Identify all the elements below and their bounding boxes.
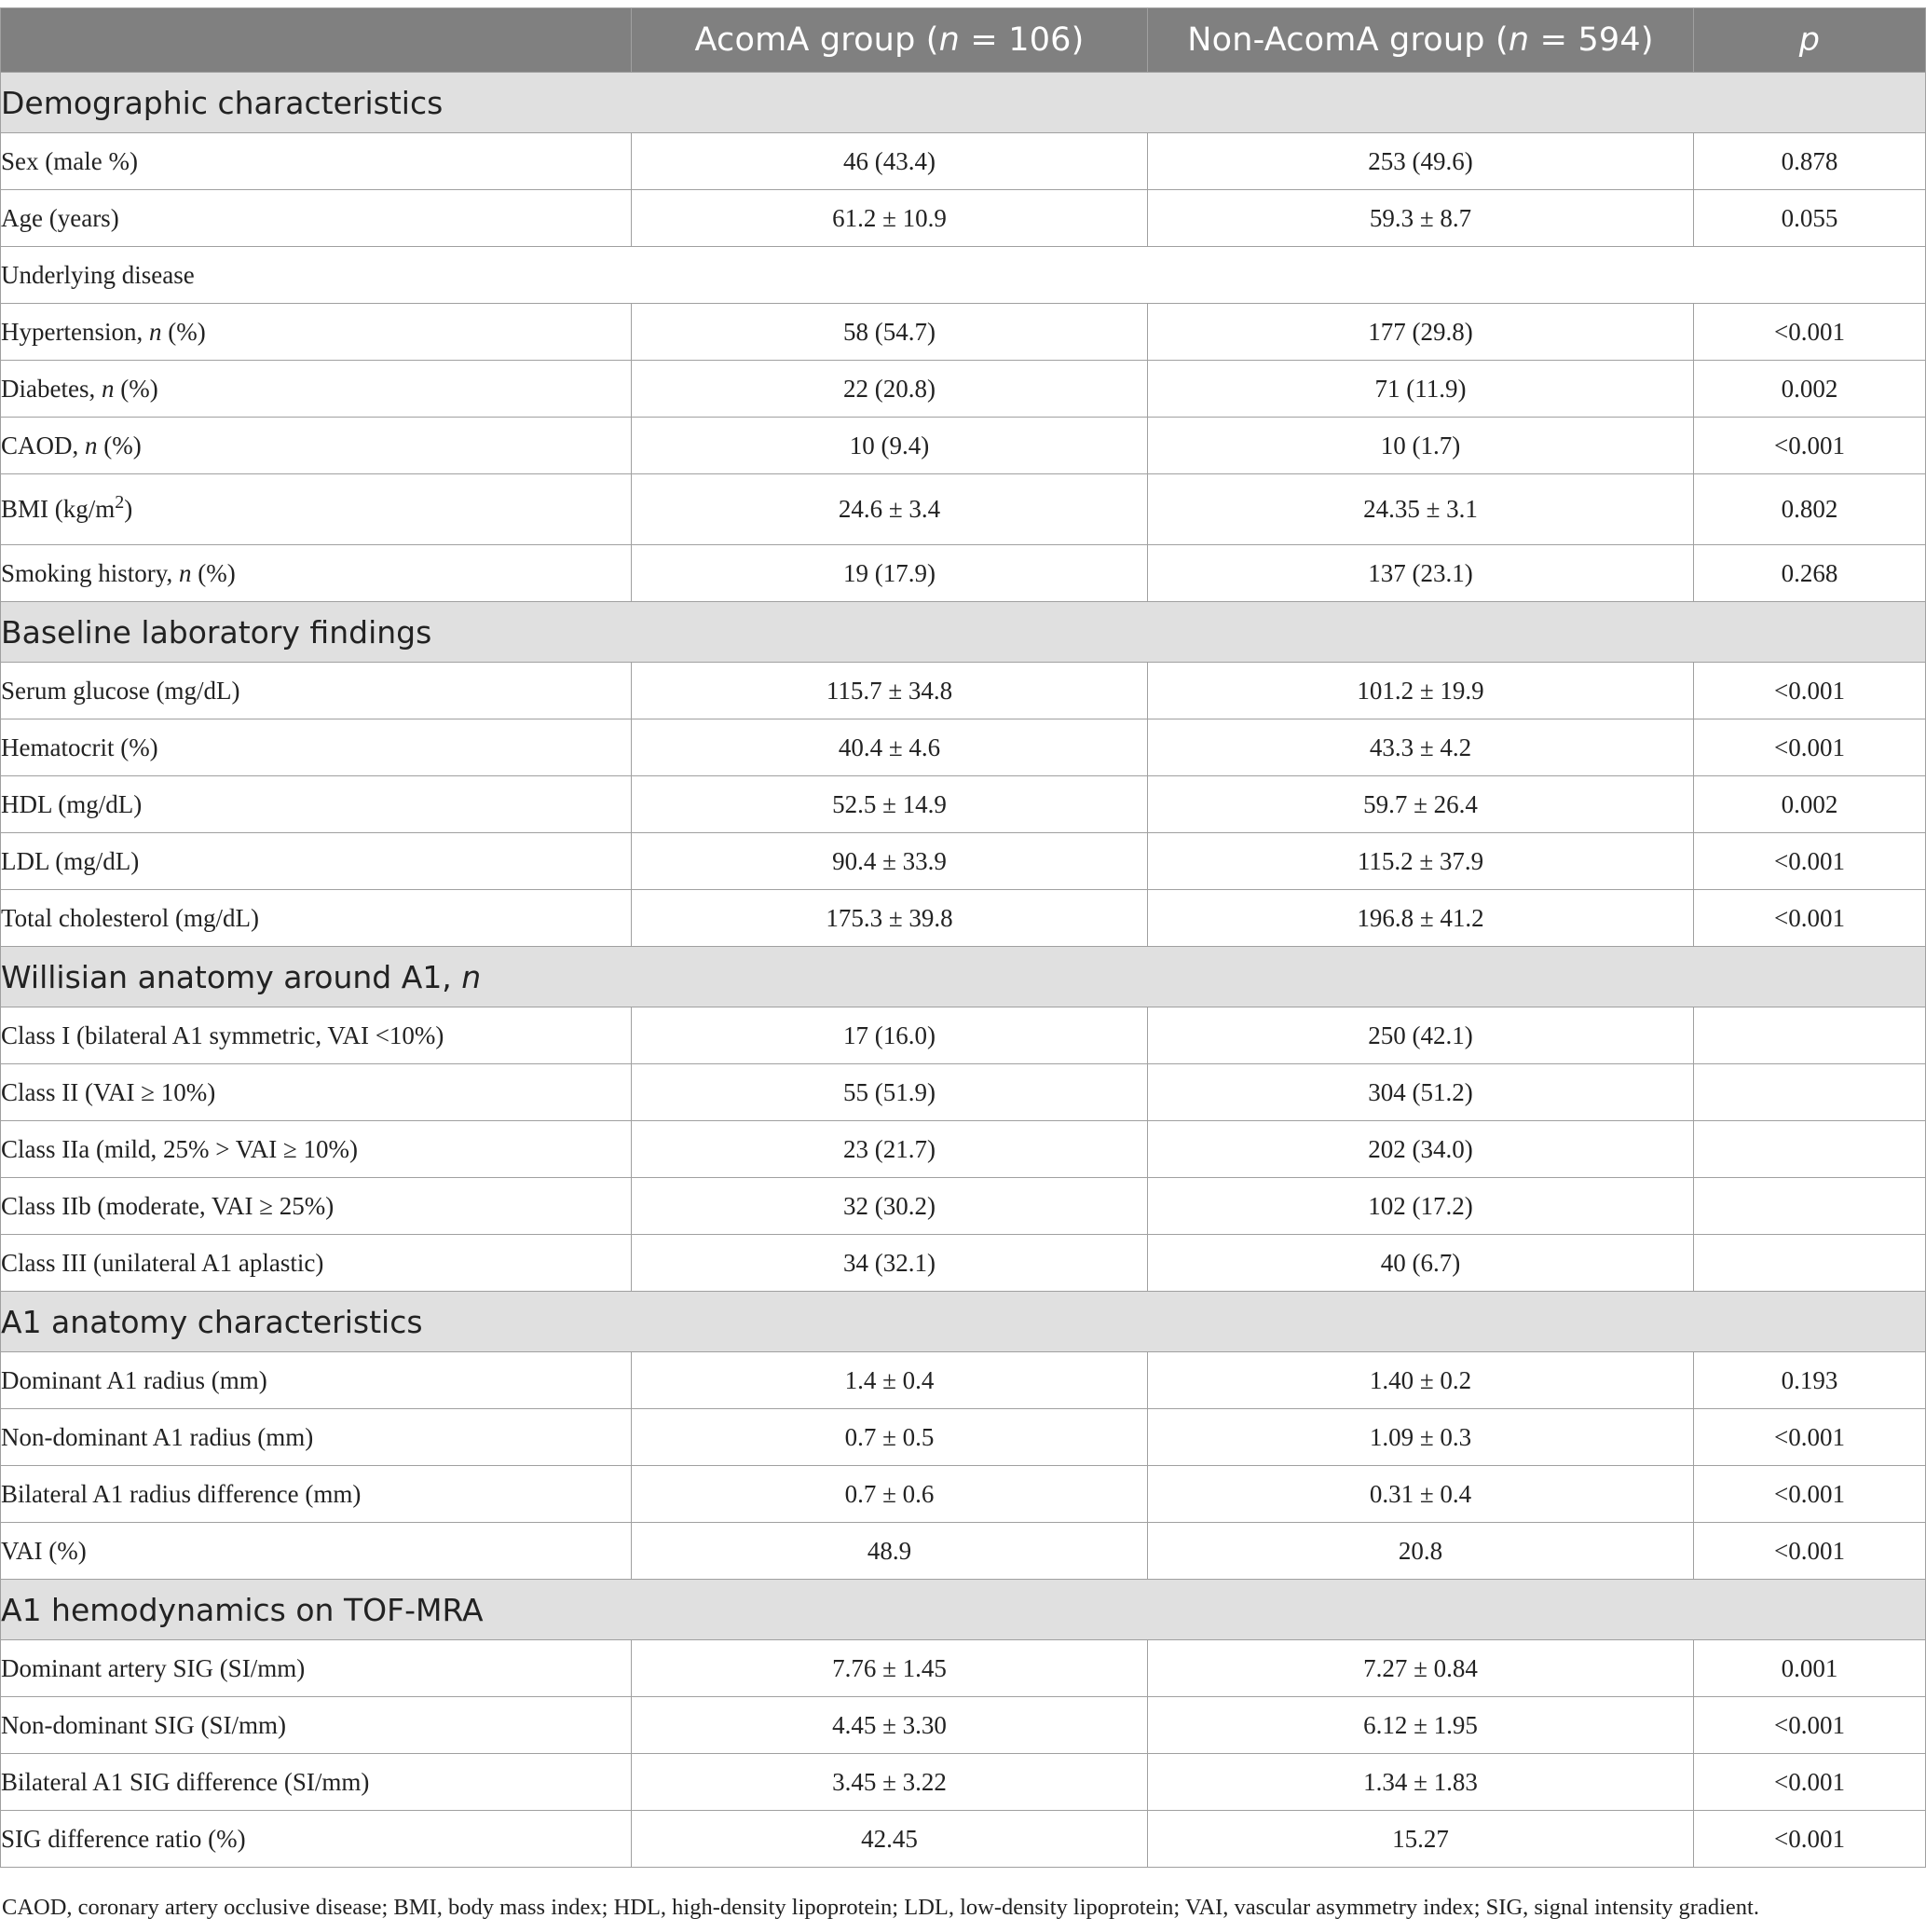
header-acoma: AcomA group (n = 106) xyxy=(632,8,1148,73)
p-value: <0.001 xyxy=(1694,418,1926,474)
section-row xyxy=(1,947,1926,1007)
acoma-value: 115.7 ± 34.8 xyxy=(632,663,1148,719)
p-value: <0.001 xyxy=(1694,1409,1926,1466)
table-row xyxy=(1,890,1926,947)
non-acoma-value: 115.2 ± 37.9 xyxy=(1148,833,1694,890)
non-acoma-value: 7.27 ± 0.84 xyxy=(1148,1640,1694,1697)
header-blank xyxy=(1,8,632,73)
acoma-value: 48.9 xyxy=(632,1523,1148,1580)
non-acoma-value: 253 (49.6) xyxy=(1148,133,1694,190)
table-row xyxy=(1,474,1926,545)
p-value: 0.002 xyxy=(1694,776,1926,833)
section-row xyxy=(1,1292,1926,1352)
p-value: 0.802 xyxy=(1694,474,1926,545)
non-acoma-value: 15.27 xyxy=(1148,1811,1694,1868)
non-acoma-value: 137 (23.1) xyxy=(1148,545,1694,602)
p-value: <0.001 xyxy=(1694,1466,1926,1523)
row-label: Serum glucose (mg/dL) xyxy=(1,663,632,719)
p-value: <0.001 xyxy=(1694,663,1926,719)
acoma-value: 61.2 ± 10.9 xyxy=(632,190,1148,247)
acoma-value: 32 (30.2) xyxy=(632,1178,1148,1235)
p-value: <0.001 xyxy=(1694,304,1926,361)
row-label: Bilateral A1 SIG difference (SI/mm) xyxy=(1,1754,632,1811)
section-title: Demographic characteristics xyxy=(1,73,1926,133)
non-acoma-value: 1.09 ± 0.3 xyxy=(1148,1409,1694,1466)
non-acoma-value: 177 (29.8) xyxy=(1148,304,1694,361)
row-label: Smoking history, n (%) xyxy=(1,545,632,602)
subheading-label: Underlying disease xyxy=(1,247,1926,304)
header-non-acoma: Non-AcomA group (n = 594) xyxy=(1148,8,1694,73)
p-value xyxy=(1694,1121,1926,1178)
table-row xyxy=(1,1121,1926,1178)
row-label: Class IIb (moderate, VAI ≥ 25%) xyxy=(1,1178,632,1235)
p-value: <0.001 xyxy=(1694,833,1926,890)
row-label: SIG difference ratio (%) xyxy=(1,1811,632,1868)
section-title: Baseline laboratory findings xyxy=(1,602,1926,663)
row-label: CAOD, n (%) xyxy=(1,418,632,474)
row-label: Class II (VAI ≥ 10%) xyxy=(1,1064,632,1121)
non-acoma-value: 304 (51.2) xyxy=(1148,1064,1694,1121)
p-value: <0.001 xyxy=(1694,890,1926,947)
row-label: LDL (mg/dL) xyxy=(1,833,632,890)
row-label: Hematocrit (%) xyxy=(1,719,632,776)
table-row xyxy=(1,545,1926,602)
table-row xyxy=(1,719,1926,776)
section-row xyxy=(1,1580,1926,1640)
p-value: 0.001 xyxy=(1694,1640,1926,1697)
non-acoma-value: 1.34 ± 1.83 xyxy=(1148,1754,1694,1811)
row-label: HDL (mg/dL) xyxy=(1,776,632,833)
row-label: Dominant A1 radius (mm) xyxy=(1,1352,632,1409)
p-value: <0.001 xyxy=(1694,719,1926,776)
row-label: VAI (%) xyxy=(1,1523,632,1580)
table-row xyxy=(1,1007,1926,1064)
non-acoma-value: 6.12 ± 1.95 xyxy=(1148,1697,1694,1754)
non-acoma-value: 10 (1.7) xyxy=(1148,418,1694,474)
acoma-value: 24.6 ± 3.4 xyxy=(632,474,1148,545)
acoma-value: 58 (54.7) xyxy=(632,304,1148,361)
header-p: p xyxy=(1694,8,1926,73)
non-acoma-value: 250 (42.1) xyxy=(1148,1007,1694,1064)
row-label: Hypertension, n (%) xyxy=(1,304,632,361)
table-row xyxy=(1,833,1926,890)
acoma-value: 22 (20.8) xyxy=(632,361,1148,418)
non-acoma-value: 102 (17.2) xyxy=(1148,1178,1694,1235)
non-acoma-value: 59.7 ± 26.4 xyxy=(1148,776,1694,833)
p-value: 0.055 xyxy=(1694,190,1926,247)
non-acoma-value: 196.8 ± 41.2 xyxy=(1148,890,1694,947)
p-value: 0.268 xyxy=(1694,545,1926,602)
table-row xyxy=(1,1523,1926,1580)
p-value: <0.001 xyxy=(1694,1697,1926,1754)
p-value xyxy=(1694,1064,1926,1121)
p-value xyxy=(1694,1007,1926,1064)
row-label: Non-dominant A1 radius (mm) xyxy=(1,1409,632,1466)
non-acoma-value: 202 (34.0) xyxy=(1148,1121,1694,1178)
table-row xyxy=(1,418,1926,474)
subheading-row xyxy=(1,247,1926,304)
table-row xyxy=(1,190,1926,247)
row-label: Class I (bilateral A1 symmetric, VAI <10%) xyxy=(1,1007,632,1064)
non-acoma-value: 71 (11.9) xyxy=(1148,361,1694,418)
acoma-value: 19 (17.9) xyxy=(632,545,1148,602)
p-value xyxy=(1694,1235,1926,1292)
non-acoma-value: 59.3 ± 8.7 xyxy=(1148,190,1694,247)
p-value: 0.193 xyxy=(1694,1352,1926,1409)
row-label: Diabetes, n (%) xyxy=(1,361,632,418)
section-row xyxy=(1,602,1926,663)
table-row xyxy=(1,663,1926,719)
section-row xyxy=(1,73,1926,133)
table-row xyxy=(1,1754,1926,1811)
acoma-value: 42.45 xyxy=(632,1811,1148,1868)
acoma-value: 40.4 ± 4.6 xyxy=(632,719,1148,776)
acoma-value: 10 (9.4) xyxy=(632,418,1148,474)
row-label: Bilateral A1 radius difference (mm) xyxy=(1,1466,632,1523)
row-label: Age (years) xyxy=(1,190,632,247)
acoma-value: 52.5 ± 14.9 xyxy=(632,776,1148,833)
table-header-row xyxy=(1,8,1926,73)
row-label: Dominant artery SIG (SI/mm) xyxy=(1,1640,632,1697)
acoma-value: 34 (32.1) xyxy=(632,1235,1148,1292)
row-label: Total cholesterol (mg/dL) xyxy=(1,890,632,947)
table-row xyxy=(1,1640,1926,1697)
acoma-value: 90.4 ± 33.9 xyxy=(632,833,1148,890)
non-acoma-value: 40 (6.7) xyxy=(1148,1235,1694,1292)
acoma-value: 1.4 ± 0.4 xyxy=(632,1352,1148,1409)
acoma-value: 4.45 ± 3.30 xyxy=(632,1697,1148,1754)
row-label: Class III (unilateral A1 aplastic) xyxy=(1,1235,632,1292)
acoma-value: 23 (21.7) xyxy=(632,1121,1148,1178)
non-acoma-value: 0.31 ± 0.4 xyxy=(1148,1466,1694,1523)
acoma-value: 46 (43.4) xyxy=(632,133,1148,190)
acoma-value: 3.45 ± 3.22 xyxy=(632,1754,1148,1811)
p-value: <0.001 xyxy=(1694,1523,1926,1580)
non-acoma-value: 43.3 ± 4.2 xyxy=(1148,719,1694,776)
table-row xyxy=(1,1235,1926,1292)
non-acoma-value: 1.40 ± 0.2 xyxy=(1148,1352,1694,1409)
table-row xyxy=(1,1697,1926,1754)
section-title: A1 hemodynamics on TOF-MRA xyxy=(1,1580,1926,1640)
table-row xyxy=(1,1811,1926,1868)
p-value: <0.001 xyxy=(1694,1754,1926,1811)
row-label: Class IIa (mild, 25% > VAI ≥ 10%) xyxy=(1,1121,632,1178)
table-row xyxy=(1,133,1926,190)
section-title: Willisian anatomy around A1, n xyxy=(1,947,1926,1007)
acoma-value: 55 (51.9) xyxy=(632,1064,1148,1121)
acoma-value: 175.3 ± 39.8 xyxy=(632,890,1148,947)
p-value: 0.878 xyxy=(1694,133,1926,190)
table-row xyxy=(1,361,1926,418)
p-value: <0.001 xyxy=(1694,1811,1926,1868)
p-value xyxy=(1694,1178,1926,1235)
non-acoma-value: 101.2 ± 19.9 xyxy=(1148,663,1694,719)
acoma-value: 7.76 ± 1.45 xyxy=(632,1640,1148,1697)
acoma-value: 0.7 ± 0.6 xyxy=(632,1466,1148,1523)
table-row xyxy=(1,776,1926,833)
characteristics-table xyxy=(0,7,1926,1868)
table-footnote: CAOD, coronary artery occlusive disease; BMI, body mass index; HDL, high-density lipoprotein; LDL, low-density lipoprotein; VAI, vascular asymmetry index; SIG, signal intensity gradient. xyxy=(2,1895,1759,1920)
row-label: Non-dominant SIG (SI/mm) xyxy=(1,1697,632,1754)
acoma-value: 17 (16.0) xyxy=(632,1007,1148,1064)
non-acoma-value: 20.8 xyxy=(1148,1523,1694,1580)
table-row xyxy=(1,1064,1926,1121)
table-row xyxy=(1,1409,1926,1466)
row-label: BMI $(kg/m^2)$ xyxy=(1,474,632,545)
non-acoma-value: 24.35 ± 3.1 xyxy=(1148,474,1694,545)
table-row xyxy=(1,1466,1926,1523)
acoma-value: 0.7 ± 0.5 xyxy=(632,1409,1148,1466)
row-label: Sex (male %) xyxy=(1,133,632,190)
table-row xyxy=(1,1352,1926,1409)
table-row xyxy=(1,304,1926,361)
table-row xyxy=(1,1178,1926,1235)
section-title: A1 anatomy characteristics xyxy=(1,1292,1926,1352)
p-value: 0.002 xyxy=(1694,361,1926,418)
